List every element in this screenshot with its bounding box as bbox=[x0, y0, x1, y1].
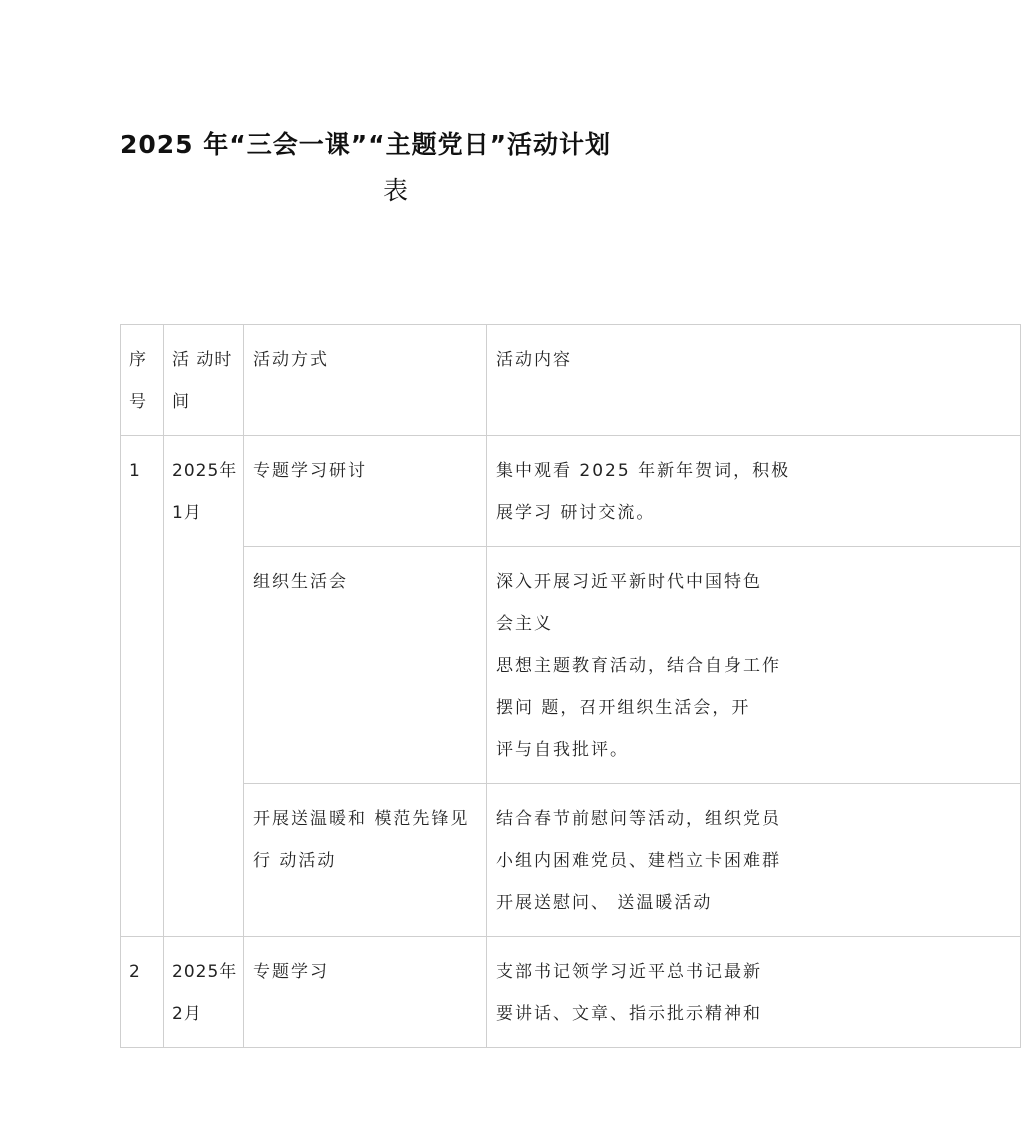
row-method: 组织生活会 bbox=[244, 547, 487, 784]
title-line-1: 2025 年“三会一课”“主题党日”活动计划 bbox=[120, 130, 612, 159]
header-method: 活动方式 bbox=[244, 325, 487, 436]
row-time: 2025年2月 bbox=[164, 937, 244, 1048]
header-seq: 序号 bbox=[121, 325, 164, 436]
row-content: 结合春节前慰问等活动，组织党员 小组内困难党员、建档立卡困难群 开展送慰问、 送温暖活动 bbox=[487, 784, 1021, 937]
header-time bbox=[164, 325, 244, 436]
table-row bbox=[121, 784, 1021, 937]
table-row bbox=[121, 937, 1021, 1048]
title-line-2: 表 bbox=[383, 176, 410, 205]
row-seq: 1 bbox=[121, 436, 164, 937]
row-method: 专题学习 bbox=[244, 937, 487, 1048]
row-content: 集中观看 2025 年新年贺词，积极 展学习 研讨交流。 bbox=[487, 436, 1021, 547]
activity-plan-table bbox=[120, 324, 1021, 1048]
row-content: 深入开展习近平新时代中国特色 会主义 思想主题教育活动，结合自身工作 摆问 题，召开组织生活会，开 评与自我批评。 bbox=[487, 547, 1021, 784]
table-row bbox=[121, 436, 1021, 547]
row-seq: 2 bbox=[121, 937, 164, 1048]
table-header-row bbox=[121, 325, 1021, 436]
row-method: 开展送温暖和 模范先锋见行 动活动 bbox=[244, 784, 487, 937]
row-method: 专题学习研讨 bbox=[244, 436, 487, 547]
activity-plan-table-container bbox=[120, 324, 793, 1024]
header-time-label: 活 动时间 bbox=[172, 350, 233, 412]
header-content: 活动内容 bbox=[487, 325, 1021, 436]
document-title bbox=[120, 122, 680, 205]
row-time: 2025年1月 bbox=[164, 436, 244, 937]
row-content: 支部书记领学习近平总书记最新 要讲话、文章、指示批示精神和 bbox=[487, 937, 1021, 1048]
table-row bbox=[121, 547, 1021, 784]
